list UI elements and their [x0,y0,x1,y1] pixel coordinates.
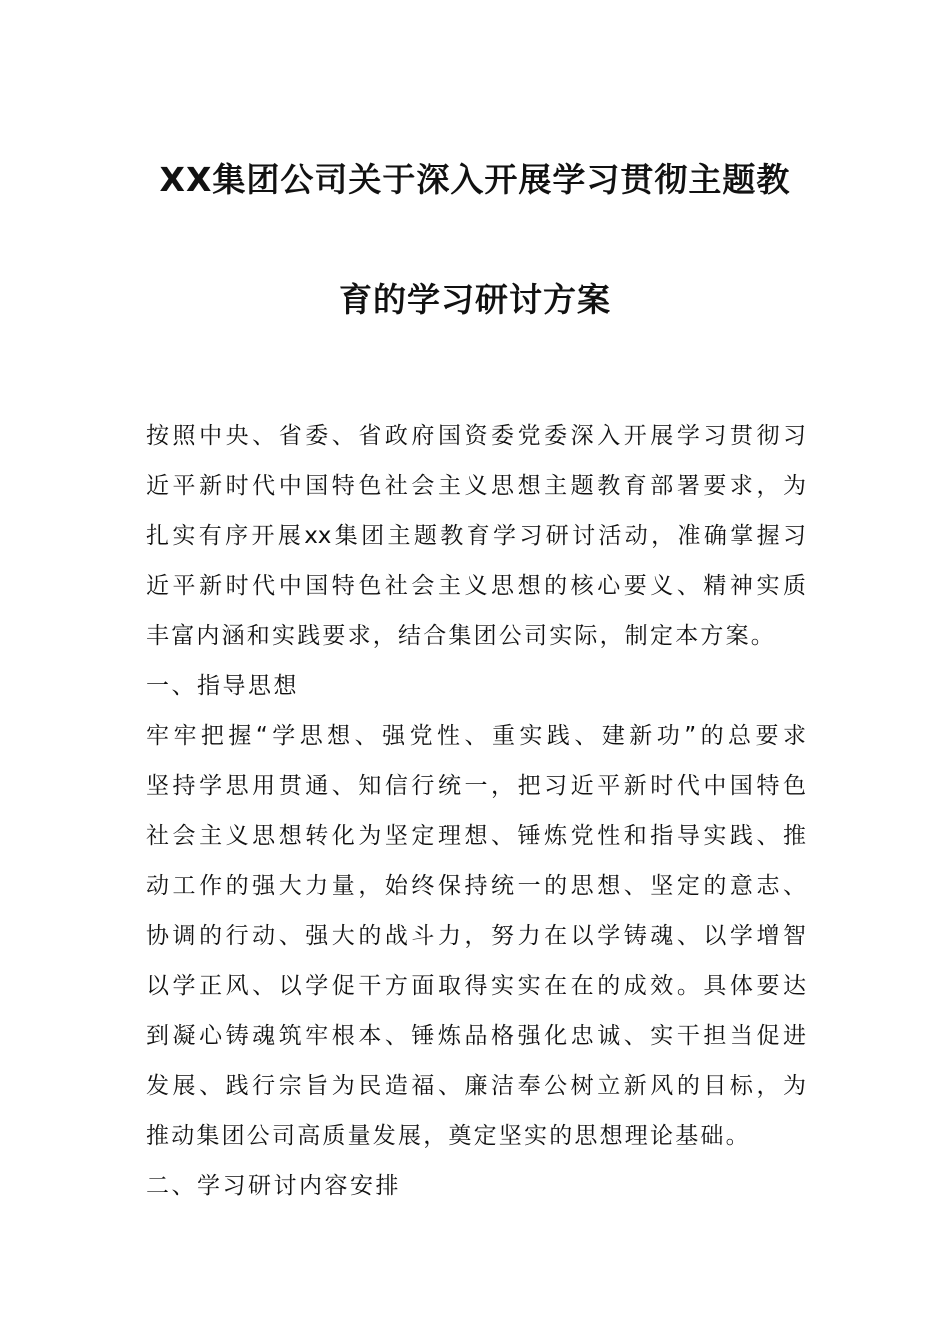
intro-paragraph-line: 扎实有序开展xx集团主题教育学习研讨活动，准确掌握习 [146,523,806,549]
section-heading-study-arrangement: 二、学习研讨内容安排 [146,1173,401,1199]
document-body [146,411,806,1211]
section1-paragraph-line: 发展、践行宗旨为民造福、廉洁奉公树立新风的目标，为 [146,1073,806,1099]
section1-paragraph-line: 坚持学思用贯通、知信行统一，把习近平新时代中国特色 [146,773,806,799]
intro-paragraph-line: 按照中央、省委、省政府国资委党委深入开展学习贯彻习 [146,423,806,449]
section1-paragraph-line: 推动集团公司高质量发展，奠定坚实的思想理论基础。 [146,1123,751,1149]
section1-paragraph-line: 社会主义思想转化为坚定理想、锤炼党性和指导实践、推 [146,823,806,849]
section1-paragraph-line: 到凝心铸魂筑牢根本、锤炼品格强化忠诚、实干担当促进 [146,1023,806,1049]
section1-paragraph-line: 以学正风、以学促干方面取得实实在在的成效。具体要达 [146,973,806,999]
document-title-line-1: XX集团公司关于深入开展学习贯彻主题教 [159,160,791,199]
intro-paragraph-line: 近平新时代中国特色社会主义思想主题教育部署要求，为 [146,473,806,499]
section1-paragraph-line: 牢牢把握“学思想、强党性、重实践、建新功”的总要求 [146,723,806,749]
section-heading-guiding-ideology: 一、指导思想 [146,673,299,699]
intro-paragraph-line: 丰富内涵和实践要求，结合集团公司实际，制定本方案。 [146,623,776,649]
document-title-line-2: 育的学习研讨方案 [339,280,611,319]
section1-paragraph-line: 协调的行动、强大的战斗力，努力在以学铸魂、以学增智 [146,923,806,949]
intro-paragraph-line: 近平新时代中国特色社会主义思想的核心要义、精神实质 [146,573,806,599]
section1-paragraph-line: 动工作的强大力量，始终保持统一的思想、坚定的意志、 [146,873,806,899]
